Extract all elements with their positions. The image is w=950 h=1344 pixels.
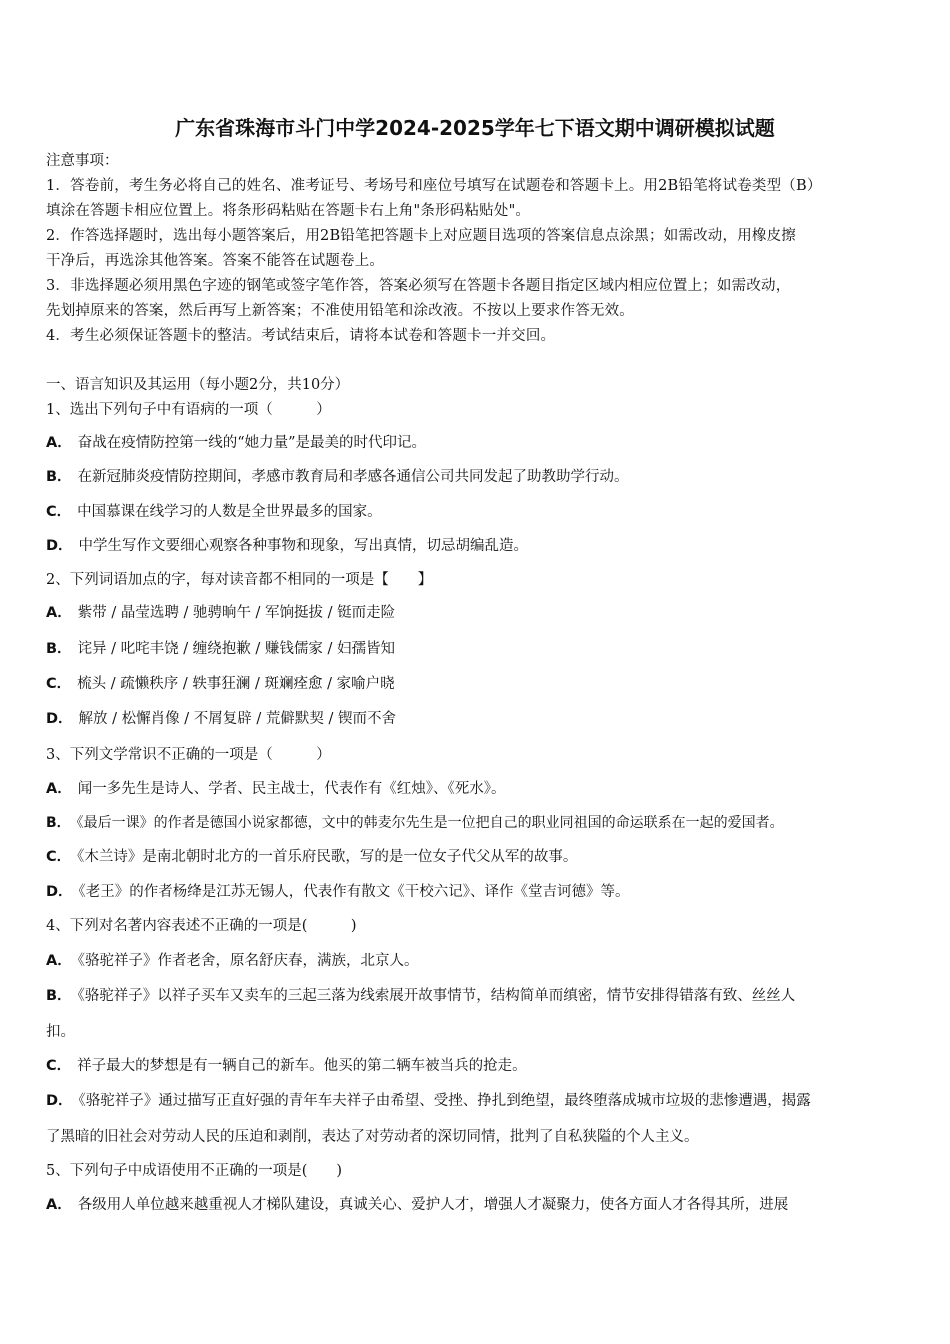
option-row: [46, 780, 505, 798]
option-row: [46, 537, 528, 555]
option-text: 《骆驼祥子》通过描写正直好强的青年车夫祥子由希望、受挫、挣扎到绝望，最终堕落成城市垃圾的悲惨遭遇，揭露: [78, 1093, 811, 1109]
option-text: 在新冠肺炎疫情防控期间，孝感市教育局和孝感各通信公司共同发起了助教助学行动。: [77, 469, 629, 485]
option-label: A．: [46, 953, 72, 969]
notice-line: 4．考生必须保证答题卡的整洁。考试结束后，请将本试卷和答题卡一并交回。: [46, 328, 556, 344]
notice-heading: 注意事项：: [46, 153, 119, 169]
question-stem: 4、下列对名著内容表述不正确的一项是( ): [46, 918, 357, 934]
option-label: B．: [46, 469, 72, 485]
option-text: 中国慕课在线学习的人数是全世界最多的国家。: [77, 504, 382, 520]
option-label: B．: [46, 641, 72, 657]
option-text: 紫带 / 晶莹选聘 / 驰骋晌午 / 军饷挺拔 / 铤而走险: [77, 605, 396, 621]
option-text: 《老王》的作者杨绛是江苏无锡人，代表作有散文《干校六记》、译作《堂吉诃德》等。: [78, 884, 630, 900]
option-text: 《骆驼祥子》以祥子买车又卖车的三起三落为线索展开故事情节，结构简单而缜密，情节安排得错落有致、丝丝人: [77, 988, 796, 1004]
question-stem: 1、选出下列句子中有语病的一项（ ）: [46, 402, 331, 418]
option-text: 诧异 / 叱咤丰饶 / 缠绕抱歉 / 赚钱儒家 / 妇孺皆知: [77, 641, 395, 657]
option-row: [46, 952, 418, 970]
option-row: [46, 1092, 811, 1110]
option-label: A．: [46, 605, 72, 621]
option-continuation: 扣。: [46, 1024, 75, 1040]
option-label: B．: [46, 988, 72, 1004]
option-label: C．: [46, 676, 72, 692]
option-row: [46, 814, 784, 832]
option-label: C．: [46, 849, 72, 865]
option-row: [46, 604, 395, 622]
option-text: 梳头 / 疏懒秩序 / 轶事狂澜 / 斑斓痊愈 / 家喻户晓: [77, 676, 395, 692]
option-text: 奋战在疫情防控第一线的“她力量”是最美的时代印记。: [77, 435, 427, 451]
notice-line: 3．非选择题必须用黑色字迹的钢笔或签字笔作答，答案必须写在答题卡各题目指定区域内相应位置上；如需改动，: [46, 278, 791, 294]
option-text: 中学生写作文要细心观察各种事物和现象，写出真情，切忌胡编乱造。: [78, 538, 529, 554]
option-label: C．: [46, 504, 72, 520]
option-label: D．: [46, 1093, 73, 1109]
option-label: C．: [46, 1058, 72, 1074]
notice-line: 1．答卷前，考生务必将自己的姓名、准考证号、考场号和座位号填写在试题卷和答题卡上。用2B铅笔将试卷类型（B）: [46, 178, 822, 194]
option-row: [46, 468, 629, 486]
option-row: [46, 640, 395, 658]
notice-line: 先划掉原来的答案，然后再写上新答案；不准使用铅笔和涂改液。不按以上要求作答无效。: [46, 303, 634, 319]
section-heading: 一、语言知识及其运用（每小题2分，共10分）: [46, 377, 350, 393]
option-label: D．: [46, 538, 73, 554]
option-label: A．: [46, 781, 72, 797]
option-row: [46, 1057, 527, 1075]
option-text: 祥子最大的梦想是有一辆自己的新车。他买的第二辆车被当兵的抢走。: [77, 1058, 527, 1074]
question-stem: 5、下列句子中成语使用不正确的一项是( ): [46, 1163, 343, 1179]
option-label: A．: [46, 1197, 72, 1213]
option-continuation: 了黑暗的旧社会对劳动人民的压迫和剥削，表达了对劳动者的深切同情，批判了自私狭隘的个人主义。: [46, 1129, 699, 1145]
question-stem: 2、下列词语加点的字，每对读音都不相同的一项是【 】: [46, 572, 433, 588]
option-row: [46, 883, 630, 901]
question-stem: 3、下列文学常识不正确的一项是（ ）: [46, 747, 331, 763]
option-label: B．: [46, 815, 71, 831]
option-text: 闻一多先生是诗人、学者、民主战士，代表作有《红烛》、《死水》。: [77, 781, 506, 797]
option-text: 解放 / 松懈肖像 / 不屑复辟 / 荒僻默契 / 锲而不舍: [78, 711, 396, 727]
option-row: [46, 710, 396, 728]
option-row: [46, 1196, 788, 1214]
option-row: [46, 848, 577, 866]
option-text: 《骆驼祥子》作者老舍，原名舒庆春，满族，北京人。: [77, 953, 419, 969]
notice-line: 填涂在答题卡相应位置上。将条形码粘贴在答题卡右上角"条形码粘贴处"。: [46, 203, 531, 219]
option-row: [46, 675, 395, 693]
option-row: [46, 503, 382, 521]
option-row: [46, 434, 426, 452]
option-text: 各级用人单位越来越重视人才梯队建设，真诚关心、爱护人才，增强人才凝聚力，使各方面人才各得其所，进展: [77, 1197, 789, 1213]
option-text: 《最后一课》的作者是德国小说家都德，文中的韩麦尔先生是一位把自己的职业同祖国的命运联系在一起的爱国者。: [76, 815, 784, 831]
option-row: [46, 987, 795, 1005]
option-label: A．: [46, 435, 72, 451]
option-label: D．: [46, 884, 73, 900]
page-title: 广东省珠海市斗门中学2024-2025学年七下语文期中调研模拟试题: [175, 116, 775, 140]
option-text: 《木兰诗》是南北朝时北方的一首乐府民歌，写的是一位女子代父从军的故事。: [77, 849, 578, 865]
notice-line: 2．作答选择题时，选出每小题答案后，用2B铅笔把答题卡上对应题目选项的答案信息点涂黑；如需改动，用橡皮擦: [46, 228, 797, 244]
option-label: D．: [46, 711, 73, 727]
notice-line: 干净后，再选涂其他答案。答案不能答在试题卷上。: [46, 253, 385, 269]
